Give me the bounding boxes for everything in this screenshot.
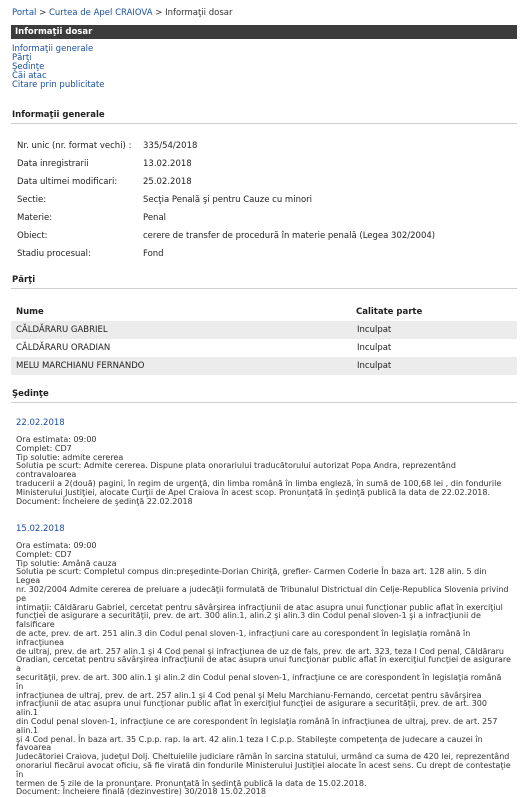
nav-link-citare[interactable]: Citare prin publicitate bbox=[12, 80, 105, 90]
info-value: 335/54/2018 bbox=[143, 141, 198, 151]
info-value: 25.02.2018 bbox=[143, 177, 192, 187]
info-value: 13.02.2018 bbox=[143, 159, 192, 169]
info-label: Materie: bbox=[17, 213, 53, 223]
party-role: Inculpat bbox=[357, 325, 392, 335]
info-label: Sectie: bbox=[17, 195, 47, 205]
sedinte-section-title: Şedinţe bbox=[12, 389, 49, 399]
party-role: Inculpat bbox=[357, 343, 392, 353]
breadcrumb-separator: > bbox=[39, 8, 47, 18]
divider bbox=[11, 123, 517, 124]
table-row bbox=[11, 321, 517, 339]
breadcrumb bbox=[12, 8, 232, 18]
info-value: cerere de transfer de procedură în materie penală (Legea 302/2004) bbox=[143, 231, 436, 241]
party-name: CĂLDĂRARU GABRIEL bbox=[16, 325, 108, 335]
breadcrumb-court-link[interactable]: Curtea de Apel CRAIOVA bbox=[48, 8, 153, 18]
hearing-details: Ora estimata: 09:00 Complet: CD7 Tip solutie: Amână cauza Solutia pe scurt: Completul compus din:preşedinte-Dorian Chiriţă, grefier- Carmen Coderie În baza art. 128 alin. 5 din Legea nr. 302/2004 Admite cererea de preluare a judecăţii formulată de Tribunalul Districtual din Celje-Republica Slovenia privind pe intimaţii: Căldăraru Gabriel, cercetat pentru săvârşirea infracţiunii de atac asupra unui funcţionar public aflat în exerciţiul funcţiei de asigurare a securităţii, prev. de art. 300 alin.1, alin.2 şi alin.3 din Codul penal sloven-1 şi a infracţiunii de falsificare de acte, prev. de art. 251 alin.3 din Codul penal sloven-1, infracţiuni care au corespondent în legislaţia română în infracţiunea de ultraj, prev. de art. 257 alin.1 şi 4 Cod penal şi infracţiunea de uz de fals, prev. de art. 323, teza I Cod penal, Căldăraru Oradian, cercetat pentru săvârşirea infracţiunii de atac asupra unui funcţionar public aflat în exerciţiul funcţiei de asigurare a securităţii, prev. de art. 300 alin.1 şi alin.2 din Codul penal sloven-1, infracţiune ce are corespondent în legislaţia română în infracţiunea de ultraj, prev. de art. 257 alin.1 şi 4 Cod penal şi Melu Marchianu-Fernando, cercetat pentru săvârşirea infracţiunii de atac asupra unui funcţionar public aflat în exerciţiul funcţiei de asigurare a securităţii, prev. de art. 300 alin.1 din Codul penal sloven-1, infracţiune ce are corespondent în legislaţia română în infracţiunea de ultraj, prev. de art. 257 alin.1 şi 4 Cod penal. În baza art. 35 C.p.p. rap. la art. 42 alin.1 teza I C.p.p. Stabileşte competenţa de judecare a cauzei în favoarea Judecătoriei Craiova, judeţul Dolj. Cheltuielile judiciare rămân în sarcina statului, urmând ca suma de 420 lei, reprezentând onorariul fiecărui avocat oficiu, să fie virată din fondurile Ministerului Justiţiei alocate în acest sens. Cu drept de contestaţie în termen de 5 zile de la pronunţare. Pronunţată în şedinţă publică la data de 15.02.2018. Document: Încheiere finală (dezinvestire) 30/2018 15.02.2018 bbox=[16, 541, 511, 797]
divider bbox=[11, 288, 517, 289]
table-row bbox=[11, 357, 517, 375]
hearing-details: Ora estimata: 09:00 Complet: CD7 Tip solutie: admite cererea Solutia pe scurt: Admite cererea. Dispune plata onorariului traducătorului autorizat Popa Andra, reprezentând contravaloarea traducerii a 2(două) pagini, în regim de urgenţă, din limba română în limba engleză, în sumă de 100,68 lei , din fondurile Ministerului Justiţiei, alocate Curţii de Apel Craiova în acest scop. Pronunţată în şedinţă publică la data de 22.02.2018. Document: Încheiere de şedinţă 22.02.2018 bbox=[16, 435, 502, 506]
general-section-title: Informaţii generale bbox=[12, 110, 105, 120]
divider bbox=[11, 402, 517, 403]
info-label: Obiect: bbox=[17, 231, 48, 241]
nav-link-general[interactable]: Informaţii generale bbox=[12, 44, 94, 54]
hearing-date: 22.02.2018 bbox=[16, 418, 65, 428]
info-value: Secţia Penală şi pentru Cauze cu minori bbox=[143, 195, 313, 205]
info-label: Data ultimei modificari: bbox=[17, 177, 118, 187]
info-label: Data inregistrarii bbox=[17, 159, 89, 169]
parti-section-title: Părţi bbox=[12, 275, 36, 285]
info-value: Penal bbox=[143, 213, 167, 223]
table-row bbox=[11, 339, 517, 357]
column-header-name: Nume bbox=[16, 307, 44, 317]
page-title: Informaţii dosar bbox=[11, 25, 517, 39]
nav-link-cai-atac[interactable]: Căi atac bbox=[12, 71, 47, 81]
breadcrumb-current: Informaţii dosar bbox=[165, 8, 233, 18]
party-name: MELU MARCHIANU FERNANDO bbox=[16, 361, 145, 371]
party-role: Inculpat bbox=[357, 361, 392, 371]
info-label: Nr. unic (nr. format vechi) : bbox=[17, 141, 132, 151]
hearing-date: 15.02.2018 bbox=[16, 524, 65, 534]
parti-table-header bbox=[11, 301, 517, 321]
nav-link-sedinte[interactable]: Şedinţe bbox=[12, 62, 45, 72]
party-name: CĂLDĂRARU ORADIAN bbox=[16, 343, 111, 353]
section-nav bbox=[12, 45, 104, 90]
nav-link-parti[interactable]: Părţi bbox=[12, 53, 32, 63]
breadcrumb-separator: > bbox=[155, 8, 163, 18]
breadcrumb-portal-link[interactable]: Portal bbox=[12, 8, 37, 18]
info-label: Stadiu procesual: bbox=[17, 249, 91, 259]
column-header-role: Calitate parte bbox=[356, 307, 423, 317]
info-value: Fond bbox=[143, 249, 164, 259]
